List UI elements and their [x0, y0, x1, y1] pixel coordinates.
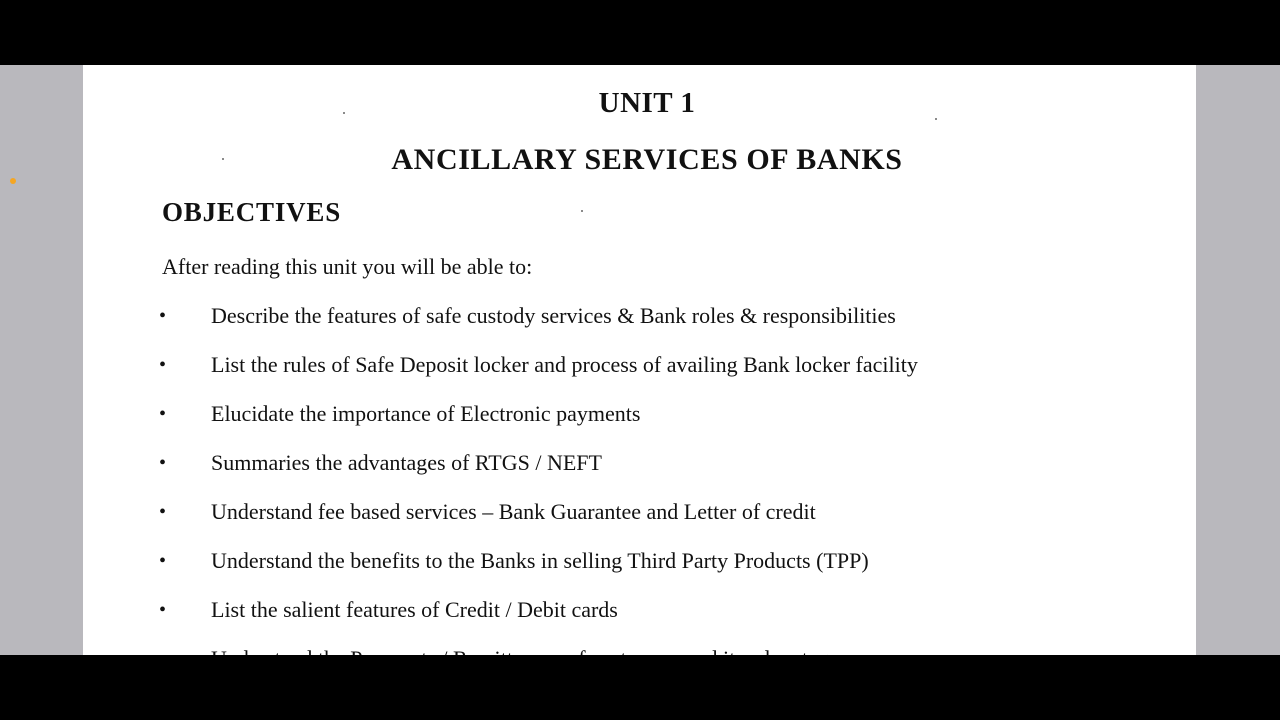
- objective-text: List the rules of Safe Deposit locker and process of availing Bank locker facility: [211, 352, 918, 377]
- unit-title: UNIT 1: [598, 87, 696, 119]
- scan-speck: [222, 158, 224, 160]
- document-page[interactable]: [83, 65, 1196, 655]
- objective-text: Elucidate the importance of Electronic payments: [211, 401, 641, 426]
- bullet-icon: •: [159, 501, 167, 523]
- scan-speck: [343, 112, 345, 114]
- scan-speck: [935, 118, 937, 120]
- cursor-dot-icon: [10, 178, 16, 184]
- objective-text: Summaries the advantages of RTGS / NEFT: [211, 450, 602, 475]
- bullet-icon: •: [159, 599, 167, 621]
- objective-text: Understand fee based services – Bank Guarantee and Letter of credit: [211, 499, 816, 524]
- section-heading: OBJECTIVES: [162, 197, 342, 227]
- document-viewer[interactable]: [0, 65, 1280, 655]
- objective-text: List the salient features of Credit / Debit cards: [211, 597, 618, 622]
- bullet-icon: •: [159, 452, 167, 474]
- chapter-title: ANCILLARY SERVICES OF BANKS: [391, 143, 903, 176]
- bullet-icon: •: [159, 403, 167, 425]
- objective-text: Understand the benefits to the Banks in selling Third Party Products (TPP): [211, 548, 869, 573]
- bullet-icon: •: [159, 305, 167, 327]
- bullet-icon: •: [159, 354, 167, 376]
- intro-text: After reading this unit you will be able to:: [162, 254, 533, 279]
- letterbox-top: [0, 0, 1280, 65]
- bullet-icon: •: [159, 550, 167, 572]
- objective-text: Describe the features of safe custody services & Bank roles & responsibilities: [211, 303, 896, 328]
- scan-speck: [581, 210, 583, 212]
- letterbox-bottom: [0, 655, 1280, 720]
